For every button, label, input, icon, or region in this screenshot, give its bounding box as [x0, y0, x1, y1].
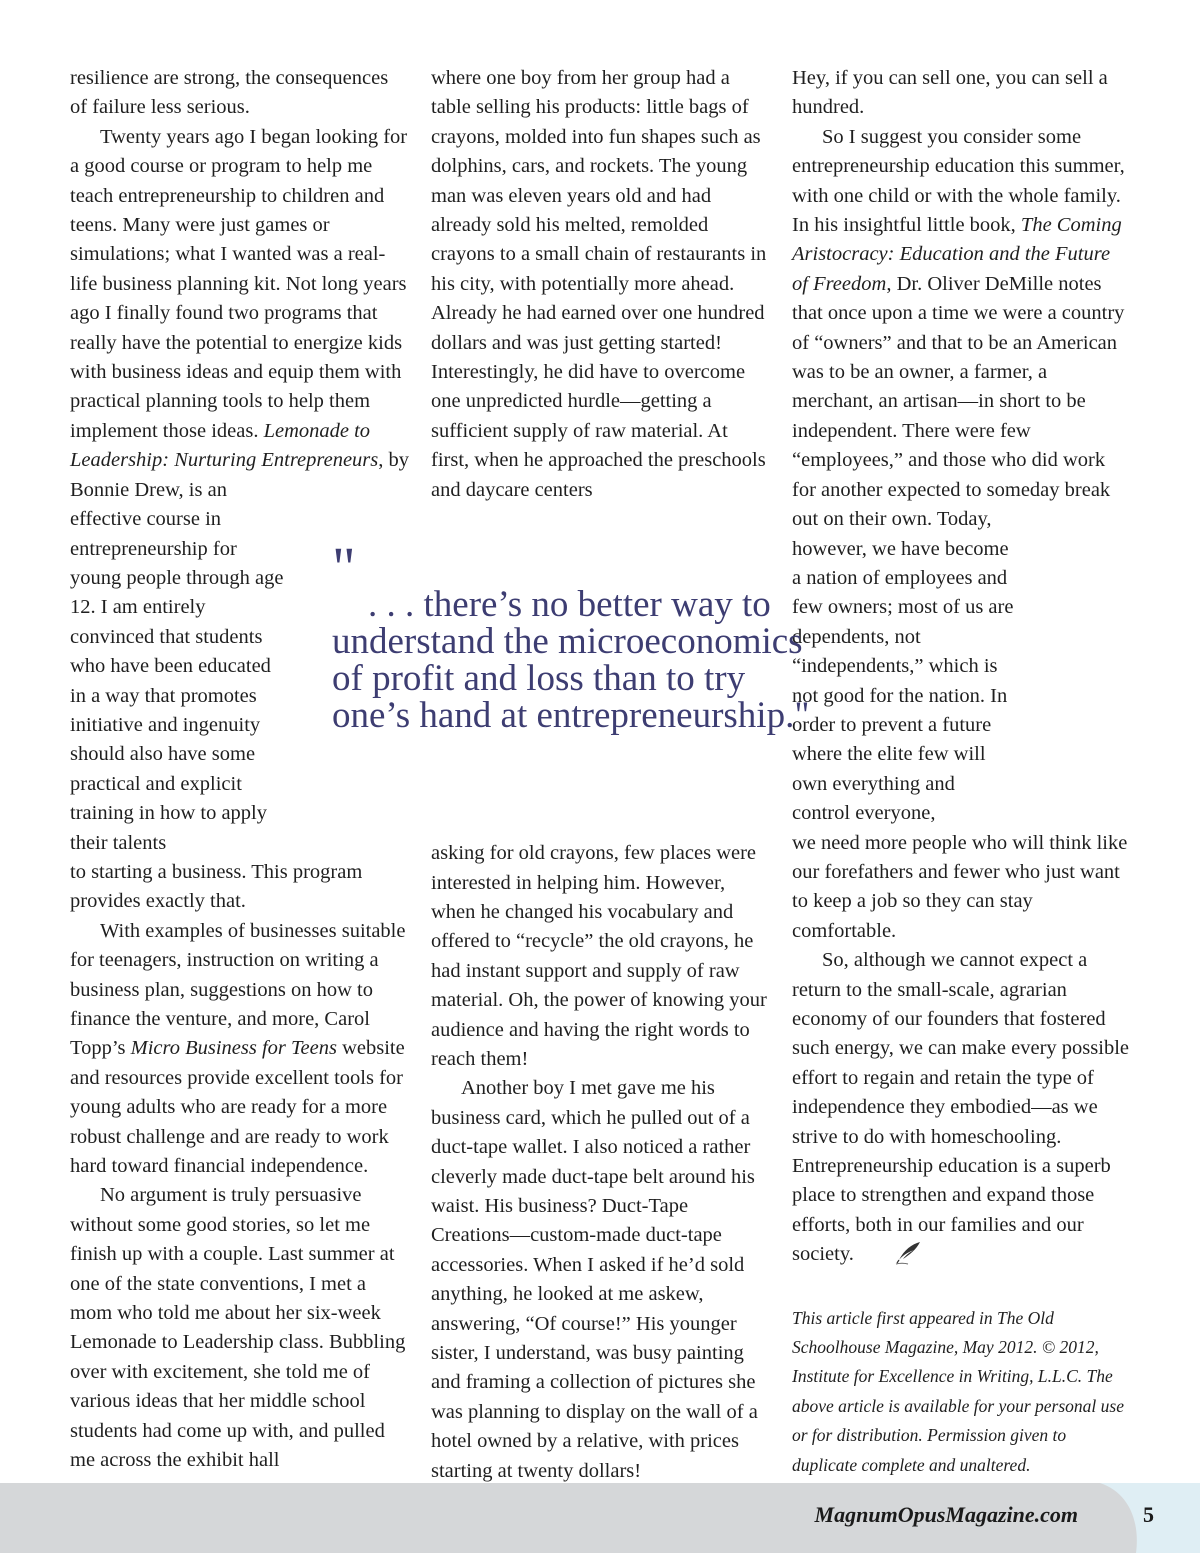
paragraph	[792, 946, 1130, 1275]
quill-pen-icon	[862, 1240, 922, 1275]
book-title: Lemonade to Leadership: Nurturing Entrepreneurs	[70, 419, 379, 472]
book-title: The Coming Aristocracy: Education and the Future of Freedom	[792, 214, 1122, 295]
book-title: Micro Business for Teens	[130, 1037, 337, 1060]
paragraph	[792, 123, 1130, 505]
pull-quote-line: understand the microeconomics	[332, 621, 803, 662]
text: website and resources provide excellent tools for young adults who are ready for a more robust challenge and are ready to work hard toward financial independence.	[70, 1037, 405, 1178]
text: Twenty years ago I began looking for a good course or program to help me teach entrepreneurship to children and teens. Many were just games or simulations; what I wanted was a real-life business planning kit. Not long years ago I finally found two programs that really have the potential to energize kids with business ideas and equip them with practical planning tools to help them implement those ideas.	[70, 125, 408, 442]
article-column-3	[792, 64, 1130, 1480]
paragraph: where one boy from her group had a table selling his products: little bags of crayons, molded into fun shapes such as dolphins, cars, and rockets. The young man was eleven years old and had already sold his melted, remolded crayons to a small chain of restaurants in his city, with potentially more ahead. Already he had earned over one hundred dollars and was just getting started! Interestingly, he did have to overcome one unpredicted hurdle—getting a sufficient supply of raw material. At first, when he approached the preschools and daycare centers	[431, 67, 767, 501]
pull-quote-line: one’s hand at entrepreneurship."	[332, 695, 810, 736]
paragraph: Hey, if you can sell one, you can sell a hundred.	[792, 67, 1108, 119]
paragraph: No argument is truly persuasive without some good stories, so let me finish up with a couple. Last summer at one of the state conventions, I met a mom who told me about her six-week Lemonade to Leadership class. Bubbling over with excitement, she told me of various ideas that her middle school students had come up with, and pulled me across the exhibit hall	[70, 1184, 406, 1472]
text: With examples of businesses suitable for teenagers, instruction on writing a business plan, suggestions on how to finance the venture, and more, Carol Topp’s	[70, 919, 406, 1060]
text: , by Bonnie Drew, is an	[70, 449, 410, 501]
footer-website: MagnumOpusMagazine.com	[814, 1502, 1078, 1527]
pull-quote-line: of profit and loss than to try	[332, 658, 746, 699]
pull-quote-line: . . . there’s no better way to	[368, 584, 771, 625]
article-column-1	[70, 64, 410, 1476]
text: So I suggest you consider some entrepreneurship education this summer, with one child or with the whole family. In his insightful little book,	[792, 125, 1125, 237]
paragraph	[70, 123, 410, 505]
text: , Dr. Oliver DeMille notes that once upon a time we were a country of “owners” and that to be an American was to be an owner, a farmer, a merchant, an artisan—in short to be independent. There were few “employees,” and those who did work for another expected to someday break	[792, 272, 1125, 501]
page-number: 5	[1143, 1502, 1154, 1527]
article-column-2	[431, 64, 771, 1486]
paragraph	[70, 917, 410, 1182]
pull-quote	[332, 535, 892, 736]
paragraph: asking for old crayons, few places were interested in helping him. However, when he changed his vocabulary and offered to “recycle” the old crayons, he had instant support and supply of raw material. Oh, the power of knowing your audience and having the right words to reach them!	[431, 842, 767, 1070]
paragraph: we need more people who will think like our forefathers and fewer who just want to keep a job so they can stay comfortable.	[792, 831, 1128, 942]
paragraph: to starting a business. This program provides exactly that.	[70, 860, 363, 913]
open-quote-mark: "	[332, 535, 356, 600]
paragraph: resilience are strong, the consequences of failure less serious.	[70, 67, 389, 119]
paragraph-wrap: effective course in entrepreneurship for young people through age 12. I am entirely convinced that students who have been educated in a way that promotes initiative and ingenuity should also have some practical and explicit training in how to apply their talents	[70, 508, 284, 854]
paragraph: Another boy I met gave me his business card, which he pulled out of a duct-tape wallet. I also noticed a rather cleverly made duct-tape belt around his waist. His business? Duct-Tape Creations—custom-made duct-tape accessories. When I asked if he’d sold anything, he looked at me askew, answering, “Of course!” His younger sister, I understand, was busy painting and framing a collection of pictures she was planning to display on the wall of a hotel owned by a relative, with prices starting at twenty dollars!	[431, 1077, 758, 1482]
text: So, although we cannot expect a return to the small-scale, agrarian economy of our founders that fostered such energy, we can make every possible effort to regain and retain the type of independence they embodied—as we strive to do with homeschooling. Entrepreneurship education is a superb place to strengthen and expand those efforts, both in our families and our society.	[792, 949, 1129, 1266]
paragraph-wrap: out on their own. Today, however, we have become a nation of employees and few owners; most of us are dependents, not “independents,” which is not good for the nation. In order to prevent a future where the elite few will own everything and control everyone,	[792, 508, 1014, 825]
article-credit: This article first appeared in The Old Schoolhouse Magazine, May 2012. © 2012, Institute for Excellence in Writing, L.L.C. The above article is available for your personal use or for distribution. Permission given to duplicate complete and unaltered.	[792, 1307, 1124, 1475]
